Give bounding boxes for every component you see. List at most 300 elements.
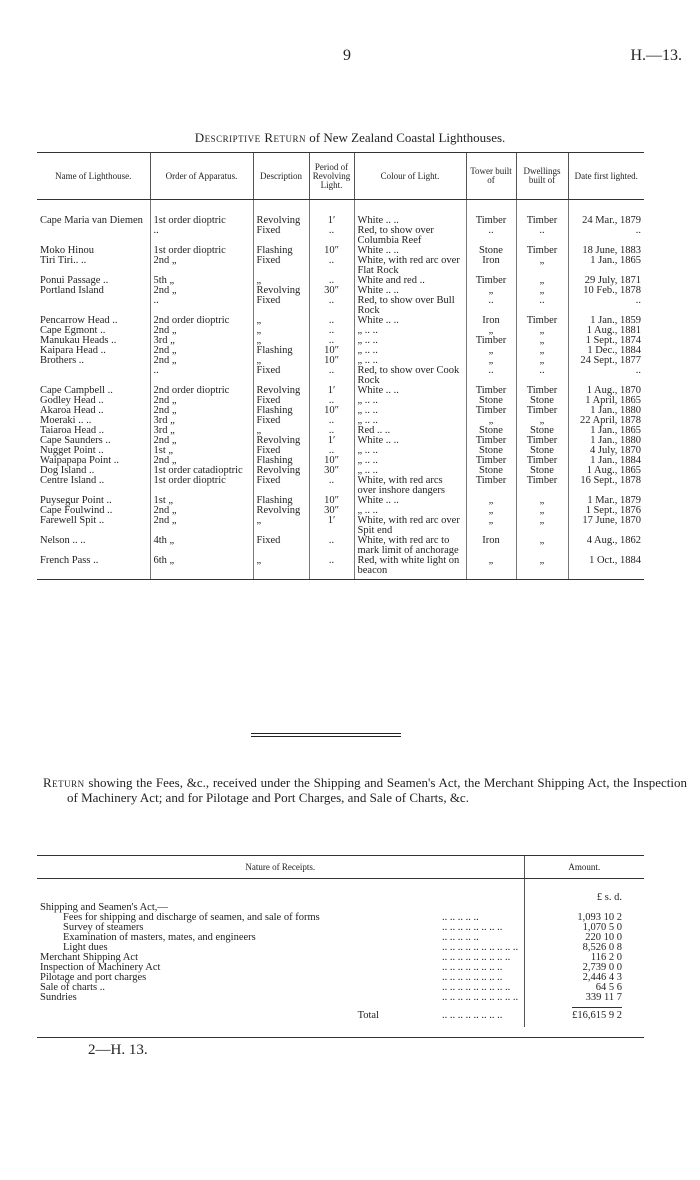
table-cell: 3rd „ bbox=[150, 336, 253, 346]
table-cell: 1 Jan., 1865 bbox=[568, 426, 644, 436]
table-cell: „ .. .. bbox=[354, 336, 466, 346]
table-cell: White .. .. bbox=[354, 386, 466, 396]
table-cell: 4 July, 1870 bbox=[568, 446, 644, 456]
leader-dots: .. .. .. .. .. .. .. .. .. .. bbox=[442, 992, 519, 1003]
table-cell: „ bbox=[466, 556, 516, 580]
fees-return-title bbox=[43, 775, 687, 805]
table-cell: „ bbox=[466, 346, 516, 356]
table-cell: „ bbox=[253, 426, 309, 436]
table-cell: .. bbox=[516, 226, 568, 246]
table-cell: „ bbox=[466, 286, 516, 296]
table-row bbox=[37, 536, 644, 556]
table-cell: .. bbox=[516, 296, 568, 316]
table-cell: 1 Mar., 1879 bbox=[568, 496, 644, 506]
table-cell: French Pass .. bbox=[37, 556, 150, 580]
table-cell: „ bbox=[516, 276, 568, 286]
title-smallcaps: Return bbox=[43, 775, 85, 790]
table-cell: Stone bbox=[466, 426, 516, 436]
table-cell: Taiaroa Head .. bbox=[40, 425, 104, 436]
column-header: Name of Lighthouse. bbox=[37, 153, 150, 200]
table-cell: 1′ bbox=[309, 516, 354, 536]
table-cell: „ bbox=[466, 416, 516, 426]
table-cell: 22 April, 1878 bbox=[568, 416, 644, 426]
table-cell: Akaroa Head .. bbox=[40, 405, 104, 416]
table-cell: 1 Dec., 1884 bbox=[568, 346, 644, 356]
section-divider bbox=[251, 733, 401, 734]
table-cell: 2nd „ bbox=[150, 356, 253, 366]
table-cell: 10″ bbox=[309, 356, 354, 366]
title-rest: showing the Fees, &c., received under the Shipping and Seamen's Act, the Merchant Shipping Act, the Inspection of Machinery Act; and for Pilotage and Port Charges, and Sale of Charts, &c. bbox=[67, 775, 687, 805]
table-cell: Fixed bbox=[253, 476, 309, 496]
table-cell: White and red .. bbox=[354, 276, 466, 286]
table-cell: 2nd „ bbox=[150, 456, 253, 466]
receipt-amount: 2,446 4 3 bbox=[524, 973, 644, 983]
table-cell: Fixed bbox=[253, 446, 309, 456]
table-cell: .. bbox=[309, 296, 354, 316]
table-cell: 1 Jan., 1884 bbox=[568, 456, 644, 466]
table-cell: „ .. .. bbox=[354, 506, 466, 516]
table-row bbox=[37, 246, 644, 256]
table-cell: .. bbox=[309, 256, 354, 276]
table-cell: Revolving bbox=[253, 386, 309, 396]
leader-dots: .. .. .. .. .. .. .. .. .. bbox=[442, 952, 511, 963]
total-amount: £16,615 9 2 bbox=[572, 1007, 622, 1021]
table-cell: .. bbox=[150, 366, 253, 386]
table-cell: „ .. .. bbox=[354, 326, 466, 336]
total-row bbox=[37, 1003, 644, 1027]
leader-dots: .. .. .. .. .. .. .. .. bbox=[442, 922, 503, 933]
fees-table bbox=[37, 855, 644, 1027]
receipt-amount: 2,739 0 0 bbox=[524, 963, 644, 973]
table-cell: Stone bbox=[516, 466, 568, 476]
table-cell: „ bbox=[466, 506, 516, 516]
table-cell: Nugget Point .. bbox=[40, 445, 104, 456]
table-cell: Revolving bbox=[253, 436, 309, 446]
table-cell: 2nd „ bbox=[150, 346, 253, 356]
table-cell: Fixed bbox=[253, 256, 309, 276]
table-cell: .. bbox=[309, 556, 354, 580]
table-cell: .. bbox=[309, 476, 354, 496]
table-cell: 5th „ bbox=[150, 276, 253, 286]
table-cell: 2nd order dioptric bbox=[150, 386, 253, 396]
table-cell: 10″ bbox=[309, 406, 354, 416]
table-cell: Timber bbox=[466, 456, 516, 466]
table-cell: Ponui Passage .. bbox=[40, 275, 109, 286]
table-cell: Stone bbox=[466, 246, 516, 256]
table-cell: .. bbox=[309, 446, 354, 456]
table-cell: Stone bbox=[466, 446, 516, 456]
table-cell: Red, with white light on beacon bbox=[354, 556, 466, 580]
table-cell: 10″ bbox=[309, 456, 354, 466]
table-cell: „ .. .. bbox=[354, 356, 466, 366]
table-cell: White .. .. bbox=[354, 496, 466, 506]
table-cell: „ bbox=[516, 556, 568, 580]
table-cell: Flashing bbox=[253, 496, 309, 506]
table-cell: Timber bbox=[516, 436, 568, 446]
leader-dots: .. .. .. .. .. .. .. .. bbox=[442, 972, 503, 983]
table-cell: Revolving bbox=[253, 286, 309, 296]
table-cell: Moeraki .. .. bbox=[40, 415, 92, 426]
receipt-amount: 1,093 10 2 bbox=[524, 913, 644, 923]
table-cell: .. bbox=[568, 226, 644, 246]
receipt-label: Light dues bbox=[63, 942, 108, 953]
total-label: Total bbox=[357, 1010, 379, 1021]
table-cell: .. bbox=[309, 336, 354, 346]
table-cell: 30″ bbox=[309, 286, 354, 296]
table-cell: 1 Jan., 1880 bbox=[568, 436, 644, 446]
table-cell: 1′ bbox=[309, 200, 354, 227]
table-cell: 3rd „ bbox=[150, 416, 253, 426]
table-cell: 10″ bbox=[309, 496, 354, 506]
leader-dots: .. .. .. .. .. .. .. .. .. bbox=[442, 982, 511, 993]
section-divider bbox=[251, 736, 401, 737]
table-row bbox=[37, 286, 644, 296]
table-cell: Timber bbox=[516, 200, 568, 227]
table-cell: „ bbox=[516, 336, 568, 346]
table-cell: .. bbox=[150, 226, 253, 246]
table-cell: Timber bbox=[466, 406, 516, 416]
table-cell: „ bbox=[516, 256, 568, 276]
table-cell: „ .. .. bbox=[354, 396, 466, 406]
table-cell: 2nd order dioptric bbox=[150, 316, 253, 326]
table-cell: Cape Egmont .. bbox=[40, 325, 106, 336]
table-cell: .. bbox=[150, 296, 253, 316]
table-cell: „ .. .. bbox=[354, 456, 466, 466]
table-row bbox=[37, 356, 644, 366]
table-cell: 29 July, 1871 bbox=[568, 276, 644, 286]
table-cell: 30″ bbox=[309, 466, 354, 476]
list-item bbox=[37, 993, 644, 1003]
receipt-amount: 8,526 0 8 bbox=[524, 943, 644, 953]
table-row bbox=[37, 516, 644, 536]
table-cell: „ bbox=[516, 356, 568, 366]
table-cell: „ bbox=[466, 516, 516, 536]
receipt-label: Pilotage and port charges bbox=[40, 972, 147, 983]
table-cell: Tiri Tiri.. .. bbox=[40, 255, 87, 266]
leader-dots: .. .. .. .. .. .. .. .. .. .. bbox=[442, 942, 519, 953]
table-cell: 2nd „ bbox=[150, 506, 253, 516]
signature-mark: 2—H. 13. bbox=[88, 1042, 148, 1058]
currency-units: £ s. d. bbox=[524, 879, 644, 904]
table-row bbox=[37, 476, 644, 496]
table-cell: 10″ bbox=[309, 346, 354, 356]
table-cell: „ bbox=[253, 516, 309, 536]
table-cell: Red, to show over Cook Rock bbox=[354, 366, 466, 386]
table-row bbox=[37, 316, 644, 326]
table-cell: 2nd „ bbox=[150, 286, 253, 296]
table-cell: Flashing bbox=[253, 246, 309, 256]
table-cell: .. bbox=[466, 296, 516, 316]
table-cell: White, with red arc to mark limit of anchorage bbox=[354, 536, 466, 556]
table-cell: .. bbox=[466, 366, 516, 386]
column-header: Date first lighted. bbox=[568, 153, 644, 200]
table-cell: Iron bbox=[466, 536, 516, 556]
table-cell: Fixed bbox=[253, 536, 309, 556]
table-cell: 1st order catadioptric bbox=[150, 466, 253, 476]
table-cell: Dog Island .. bbox=[40, 465, 95, 476]
receipt-label: Fees for shipping and discharge of seamen, and sale of forms bbox=[63, 912, 320, 923]
table-cell: Timber bbox=[516, 456, 568, 466]
table-cell: „ bbox=[253, 356, 309, 366]
table-cell: White, with red arcs over inshore dangers bbox=[354, 476, 466, 496]
receipt-label: Sundries bbox=[40, 992, 77, 1003]
currency-header-row bbox=[37, 879, 644, 904]
table-cell: .. bbox=[309, 396, 354, 406]
table-cell: „ bbox=[253, 276, 309, 286]
table-cell: Revolving bbox=[253, 466, 309, 476]
table-row bbox=[37, 406, 644, 416]
table-cell: .. bbox=[309, 226, 354, 246]
table-cell: 10″ bbox=[309, 246, 354, 256]
receipt-amount: 220 10 0 bbox=[524, 933, 644, 943]
table-cell: White .. .. bbox=[354, 200, 466, 227]
table-cell: .. bbox=[516, 366, 568, 386]
table-cell: 18 June, 1883 bbox=[568, 246, 644, 256]
table-cell: Timber bbox=[516, 386, 568, 396]
table-cell: Portland Island bbox=[40, 285, 104, 296]
column-header: Period of Revolving Light. bbox=[309, 153, 354, 200]
table-cell: .. bbox=[309, 416, 354, 426]
table-cell: .. bbox=[309, 316, 354, 326]
column-header-nature: Nature of Receipts. bbox=[37, 856, 524, 879]
table-cell: Timber bbox=[466, 276, 516, 286]
table-cell: „ bbox=[516, 326, 568, 336]
table-cell: Godley Head .. bbox=[40, 395, 104, 406]
table-cell: Moko Hinou bbox=[40, 245, 94, 256]
table-cell: 2nd „ bbox=[150, 516, 253, 536]
table-row bbox=[37, 200, 644, 227]
table-cell: Kaipara Head .. bbox=[40, 345, 106, 356]
table-cell: .. bbox=[309, 536, 354, 556]
table-row bbox=[37, 256, 644, 276]
table-cell: 1 Aug., 1870 bbox=[568, 386, 644, 396]
table-row bbox=[37, 506, 644, 516]
table-cell: Timber bbox=[516, 316, 568, 326]
receipt-label: Examination of masters, mates, and engineers bbox=[63, 932, 256, 943]
table-cell bbox=[37, 296, 150, 316]
column-header: Order of Apparatus. bbox=[150, 153, 253, 200]
table-cell: Nelson .. .. bbox=[40, 535, 86, 546]
table-cell: Timber bbox=[466, 436, 516, 446]
table-row bbox=[37, 276, 644, 286]
table-cell: „ bbox=[516, 536, 568, 556]
table-cell: 1 Oct., 1884 bbox=[568, 556, 644, 580]
receipt-label: Sale of charts .. bbox=[40, 982, 106, 993]
receipt-label: Survey of steamers bbox=[63, 922, 144, 933]
table-cell: 1 Jan., 1880 bbox=[568, 406, 644, 416]
table-cell: Timber bbox=[516, 476, 568, 496]
column-header: Tower built of bbox=[466, 153, 516, 200]
table-cell: „ .. .. bbox=[354, 346, 466, 356]
table-cell: 1 Aug., 1881 bbox=[568, 326, 644, 336]
table-cell: Iron bbox=[466, 256, 516, 276]
document-reference: H.—13. bbox=[630, 47, 682, 64]
table-cell: Waipapapa Point .. bbox=[40, 455, 120, 466]
column-header: Dwellings built of bbox=[516, 153, 568, 200]
table-cell: .. bbox=[309, 326, 354, 336]
table-cell: „ bbox=[253, 336, 309, 346]
table-cell: Timber bbox=[516, 406, 568, 416]
table-cell: .. bbox=[466, 226, 516, 246]
table-cell: Centre Island .. bbox=[40, 475, 105, 486]
receipt-amount: 1,070 5 0 bbox=[524, 923, 644, 933]
table-cell: Stone bbox=[516, 446, 568, 456]
table-cell: 1 Aug., 1865 bbox=[568, 466, 644, 476]
column-header-amount: Amount. bbox=[524, 856, 644, 879]
list-item bbox=[37, 973, 644, 983]
footer-rule bbox=[37, 1037, 644, 1038]
table-cell: 1′ bbox=[309, 386, 354, 396]
table-row bbox=[37, 556, 644, 580]
table-row bbox=[37, 326, 644, 336]
table-cell: „ bbox=[516, 416, 568, 426]
table-cell: „ .. .. bbox=[354, 466, 466, 476]
table-cell: Fixed bbox=[253, 296, 309, 316]
table-cell: .. bbox=[309, 426, 354, 436]
table-cell: 30″ bbox=[309, 506, 354, 516]
table-cell: Stone bbox=[466, 466, 516, 476]
table-cell: Red .. .. bbox=[354, 426, 466, 436]
table-cell: Puysegur Point .. bbox=[40, 495, 112, 506]
table-cell: Iron bbox=[466, 316, 516, 326]
table-cell: .. bbox=[568, 366, 644, 386]
table-cell: Timber bbox=[466, 386, 516, 396]
table-cell: Timber bbox=[466, 200, 516, 227]
table-cell: „ .. .. bbox=[354, 406, 466, 416]
table-cell: 2nd „ bbox=[150, 326, 253, 336]
table-cell: „ bbox=[466, 356, 516, 366]
table-cell: 2nd „ bbox=[150, 396, 253, 406]
page-number: 9 bbox=[343, 47, 351, 64]
table-cell: 17 June, 1870 bbox=[568, 516, 644, 536]
table-cell: White .. .. bbox=[354, 286, 466, 296]
table-cell: Stone bbox=[466, 396, 516, 406]
receipt-label: Shipping and Seamen's Act,— bbox=[40, 902, 168, 913]
table-cell: Revolving bbox=[253, 506, 309, 516]
table-cell: Flashing bbox=[253, 346, 309, 356]
table-cell: 1st order dioptric bbox=[150, 246, 253, 256]
receipt-label: Inspection of Machinery Act bbox=[40, 962, 161, 973]
table-cell: Stone bbox=[516, 396, 568, 406]
list-item bbox=[37, 933, 644, 943]
receipt-amount: 339 11 7 bbox=[524, 993, 644, 1003]
table-cell: 2nd „ bbox=[150, 256, 253, 276]
table-cell: „ bbox=[466, 326, 516, 336]
table-cell: Timber bbox=[516, 246, 568, 256]
table-cell: Stone bbox=[516, 426, 568, 436]
table-cell: White, with red arc over Flat Rock bbox=[354, 256, 466, 276]
table-row bbox=[37, 296, 644, 316]
table-cell: Cape Foulwind .. bbox=[40, 505, 113, 516]
title-smallcaps: Descriptive Return bbox=[194, 130, 306, 145]
table-cell: 24 Sept., 1877 bbox=[568, 356, 644, 366]
table-cell: „ bbox=[516, 496, 568, 506]
table-cell: 1st order dioptric bbox=[150, 200, 253, 227]
table-cell: 2nd „ bbox=[150, 406, 253, 416]
table-cell: Pencarrow Head .. bbox=[40, 315, 118, 326]
list-item bbox=[37, 983, 644, 993]
table-row bbox=[37, 366, 644, 386]
table-cell: 1′ bbox=[309, 436, 354, 446]
lighthouse-table-title bbox=[0, 130, 700, 146]
lighthouse-table bbox=[37, 152, 644, 580]
table-cell: 1 Jan., 1865 bbox=[568, 256, 644, 276]
table-cell: Fixed bbox=[253, 416, 309, 426]
table-cell: „ bbox=[516, 516, 568, 536]
table-cell: Flashing bbox=[253, 456, 309, 466]
table-cell: Fixed bbox=[253, 396, 309, 406]
table-cell: White .. .. bbox=[354, 246, 466, 256]
table-cell: 1st „ bbox=[150, 496, 253, 506]
table-cell: „ bbox=[516, 286, 568, 296]
column-header: Colour of Light. bbox=[354, 153, 466, 200]
table-cell: „ bbox=[253, 316, 309, 326]
table-cell: „ bbox=[516, 346, 568, 356]
table-cell: White .. .. bbox=[354, 316, 466, 326]
table-cell bbox=[37, 366, 150, 386]
table-row bbox=[37, 226, 644, 246]
total-amount-cell bbox=[524, 1003, 644, 1027]
table-cell: Fixed bbox=[253, 366, 309, 386]
title-rest: of New Zealand Coastal Lighthouses. bbox=[306, 130, 506, 145]
table-cell: „ bbox=[466, 496, 516, 506]
leader-dots: .. .. .. .. .. .. .. .. bbox=[442, 1010, 503, 1021]
table-cell: Red, to show over Columbia Reef bbox=[354, 226, 466, 246]
table-cell: 4th „ bbox=[150, 536, 253, 556]
receipt-amount: 116 2 0 bbox=[524, 953, 644, 963]
table-cell: 16 Sept., 1878 bbox=[568, 476, 644, 496]
table-cell: Timber bbox=[466, 476, 516, 496]
table-cell: 1 Sept., 1876 bbox=[568, 506, 644, 516]
table-cell: Manukau Heads .. bbox=[40, 335, 117, 346]
table-cell: Flashing bbox=[253, 406, 309, 416]
table-row bbox=[37, 336, 644, 346]
table-cell: „ bbox=[253, 556, 309, 580]
leader-dots: .. .. .. .. .. bbox=[442, 932, 479, 943]
table-cell: White .. .. bbox=[354, 436, 466, 446]
table-cell: Timber bbox=[466, 336, 516, 346]
table-cell: 1 Sept., 1874 bbox=[568, 336, 644, 346]
table-cell: Red, to show over Bull Rock bbox=[354, 296, 466, 316]
table-cell: .. bbox=[309, 366, 354, 386]
receipt-label: Merchant Shipping Act bbox=[40, 952, 138, 963]
table-cell: 1 April, 1865 bbox=[568, 396, 644, 406]
table-cell: White, with red arc over Spit end bbox=[354, 516, 466, 536]
table-cell: 1 Jan., 1859 bbox=[568, 316, 644, 326]
table-cell: Cape Campbell .. bbox=[40, 385, 113, 396]
table-row bbox=[37, 346, 644, 356]
table-cell: 6th „ bbox=[150, 556, 253, 580]
table-row bbox=[37, 496, 644, 506]
table-cell: Farewell Spit .. bbox=[40, 515, 105, 526]
table-cell: Brothers .. bbox=[40, 355, 85, 366]
table-cell: Fixed bbox=[253, 226, 309, 246]
table-cell: 24 Mar., 1879 bbox=[568, 200, 644, 227]
table-cell: 2nd „ bbox=[150, 436, 253, 446]
table-cell: .. bbox=[309, 276, 354, 286]
table-cell: „ .. .. bbox=[354, 446, 466, 456]
table-cell: 1st order dioptric bbox=[150, 476, 253, 496]
table-cell: „ bbox=[253, 326, 309, 336]
table-cell: .. bbox=[568, 296, 644, 316]
column-header: Description bbox=[253, 153, 309, 200]
table-cell: 4 Aug., 1862 bbox=[568, 536, 644, 556]
table-cell: „ .. .. bbox=[354, 416, 466, 426]
table-cell: 10 Feb., 1878 bbox=[568, 286, 644, 296]
table-cell: Cape Saunders .. bbox=[40, 435, 111, 446]
leader-dots: .. .. .. .. .. bbox=[442, 912, 479, 923]
leader-dots: .. .. .. .. .. .. .. .. bbox=[442, 962, 503, 973]
